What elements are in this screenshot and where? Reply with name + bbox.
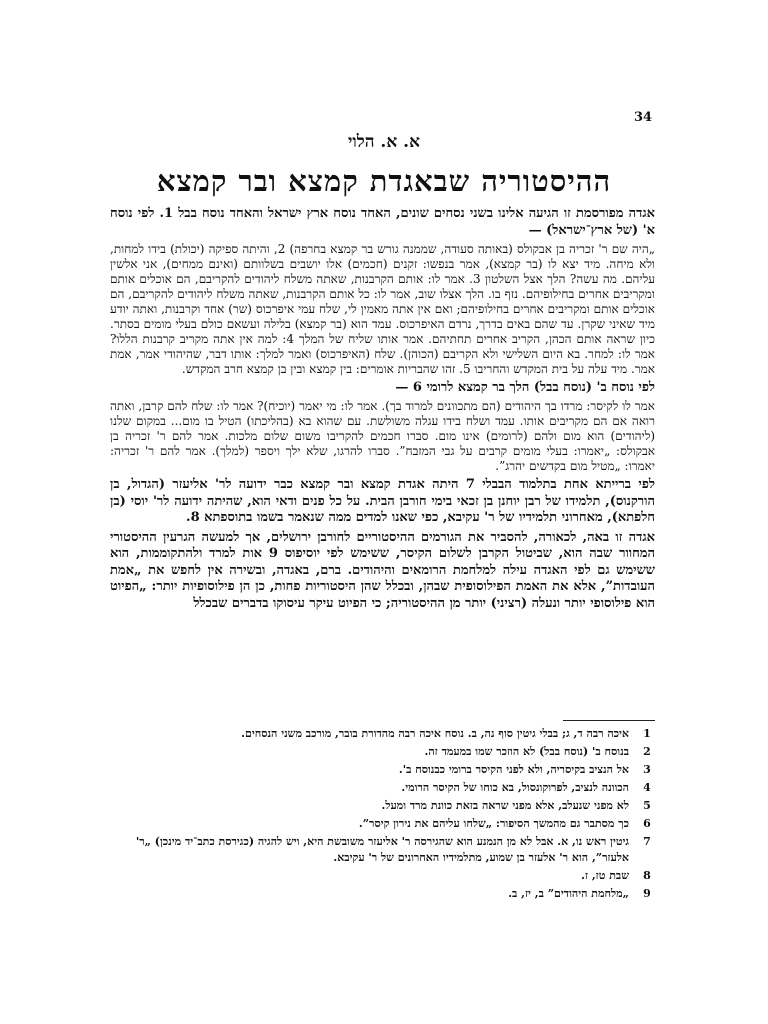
- footnote-number: 2: [643, 745, 651, 758]
- footnote: [110, 762, 655, 778]
- intro-paragraph: אגדה מפורסמת זו הגיעה אלינו בשני נסחים שונים, האחד נוסח ארץ ישראל והאחד נוסח בבל 1. לפי נוסח א' (של ארץ־ישראל) —: [110, 206, 655, 238]
- version-b-paragraph: אמר לו לקיסר: מרדו בך היהודים (הם מתכוונים למרוד בך). אמר לו: מי יאמר (יוכיח)? אמר לו: שלח להם קרבן, ואתה רואה אם הם מקריבים אותו. עמד ושלח בידו עגלה משולשת. עם שהוא בא (בהליכתו) הטיל בו מום... במקום שלנו (ליהודים) הוא מום ולהם (לרומים) אינו מום. סברו חכמים להקריבו משום שלום מלכות. אמר להם ר' זכריה בן אבקולס: „יאמרו: בעלי מומים קרבים על גבי המזבח”. סברו להרגו, שלא ילך ויספר (למלך). אמר להם ר' זכריה: יאמרו: „מטיל מום בקדשים יהרג”.: [110, 399, 655, 473]
- footnote: [110, 816, 655, 832]
- footnote: [110, 886, 655, 902]
- footnote: [110, 780, 655, 796]
- footnotes-list: [110, 726, 655, 904]
- footnote: [110, 868, 655, 884]
- footnote-number: 3: [643, 763, 651, 776]
- footnote-number: 7: [643, 835, 651, 848]
- footnote-text: אל הנציב בקיסריה, ולא לפני הקיסר ברומי כבנוסח ב'.: [398, 763, 629, 776]
- article-body: [110, 206, 655, 615]
- footnote-text: כך מסתבר גם מהמשך הסיפור: „שלחו עליהם את נירון קיסר”.: [358, 817, 629, 830]
- footnote-number: 5: [643, 799, 651, 812]
- page-number: 34: [634, 110, 653, 125]
- footnote-number: 1: [643, 727, 651, 740]
- footnote-text: לא מפני שנעלב, אלא מפני שראה בזאת כוונת מרד ומעל.: [381, 799, 629, 812]
- baraita-paragraph: לפי ברייתא אחת בתלמוד הבבלי 7 היתה אגדת קמצא ובר קמצא כבר ידועה לר' אליעזר (הגדול, בן הורקנוס), תלמידו של רבן יוחנן בן זכאי בימי חורבן הבית. על כל פנים ודאי הוא, שהיתה ידועה לר' יוסי (בן חלפתא), מאחרוני תלמידיו של ר' עקיבא, כפי שאנו למדים ממה שנאמר בשמו בתוספתא 8.: [110, 477, 655, 525]
- footnote-separator: [563, 720, 655, 721]
- footnote-text: גיטין ראש נו, א. אבל לא מן הנמנע הוא שהגירסה ר' אליעזר משובשת היא, ויש להגיה (כגירסת כתב־יד מינכן) „ר' אלעזר”, הוא ר' אלעזר בן שמוע, מתלמידיו האחרונים של ר' עקיבא.: [135, 835, 629, 864]
- version-b-heading: לפי נוסח ב' (נוסח בבל) הלך בר קמצא לרומי 6 —: [395, 380, 655, 395]
- footnote: [110, 798, 655, 814]
- footnote-text: „מלחמת היהודים” ב, יז, ב.: [508, 887, 629, 900]
- footnote-text: הכוונה לנציב, לפרוקונסול, בא כוחו של הקיסר הרומי.: [401, 781, 629, 794]
- author-name: א. א. הלוי: [347, 132, 421, 152]
- footnote: [110, 726, 655, 742]
- footnote-text: שבת טז, ז.: [581, 869, 629, 882]
- footnote-number: 9: [643, 887, 651, 900]
- footnote-number: 4: [643, 781, 651, 794]
- article-title: ההיסטוריה שבאגדת קמצא ובר קמצא: [156, 164, 612, 198]
- footnote-number: 8: [643, 869, 651, 882]
- footnote: [110, 744, 655, 760]
- footnote-text: איכה רבה ד, ג; בבלי גיטין סוף נה, ב. נוסח איכה רבה מהדורת בובר, מורכב משני הנסחים.: [241, 727, 629, 740]
- version-a-paragraph: „היה שם ר' זכריה בן אבקולס (באותה סעודה, שממנה גורש בר קמצא בחרפה) 2, והיתה ספיקה (יכולת) בידו למחות, ולא מיחה. מיד יצא לו (בר קמצא), אמר בנפשו: זקנים (חכמים) אלו יושבים בשלוותם (ואינם ממחים), אני אלשין עליהם. מה עשה? הלך אצל השלטון 3. אמר לו: אותם הקרבנות, שאתה משלח ליהודים להקריבם, הם אוכלים אותם ומקריבים אחרים בחילופיהם. נזף בו. הלך אצלו שוב, אמר לו: כל אותם הקרבנות, שאתה משלח ליהודים להקריבם, הם אוכלים אותם ומקריבים אחרים בחילופיהם; ואם אין אתה מאמין לי, שלח עמי איפרכוס (שר) אחד וקרבנות, ואתה יודע מיד שאיני שקרן. עד שהם באים בדרך, נרדם האיפרכוס. עמד הוא (בר קמצא) בלילה ועשאם כולם בעלי מומים בסתר. כיון שראה אותם הכהן, הקריב אחרים תחתיהם. אמר אותו שליח של המלך 4: למה אין אתה מקריב קרבנות הללו? אמר לו: למחר. בא היום השלישי ולא הקריבם (הכוהן). שלח (האיפרכוס) ואמר למלך: אותו דבר, שהיהודי אמר, אמת אמר. מיד עלה על בית המקדש והחריבו 5. זהו שהבריות אומרים: בין קמצא ובין בן קמצא חרב המקדש.: [110, 242, 655, 376]
- footnote: [110, 834, 655, 866]
- footnote-text: בנוסח ב' (נוסח בבל) לא הוזכר שמו במעמד זה.: [424, 745, 629, 758]
- footnote-number: 6: [643, 817, 651, 830]
- analysis-paragraph: אגדה זו באה, לכאורה, להסביר את הגורמים ההיסטוריים לחורבן ירושלים, אך למעשה הגרעין ההיסטורי המחוור שבה הוא, שביטול הקרבן לשלום הקיסר, ששימש לפי יוסיפוס 9 אות למרד ולהתקוממות, הוא ששימש גם לפי האגדה עילה למלחמת הרומאים והיהודים. ברם, באגדה, ובשירה אין לחפש את „אמת העובדות”, אלא את האמת הפילוסופית שבהן, ובכלל שהן היסטוריות פחות, כן הן פילוסופיות יותר: „הפיוט הוא פילוסופי יותר ונעלה (רציני) יותר מן ההיסטוריה; כי הפיוט עיקר עיסוקו בדברים שבכלל: [110, 529, 655, 611]
